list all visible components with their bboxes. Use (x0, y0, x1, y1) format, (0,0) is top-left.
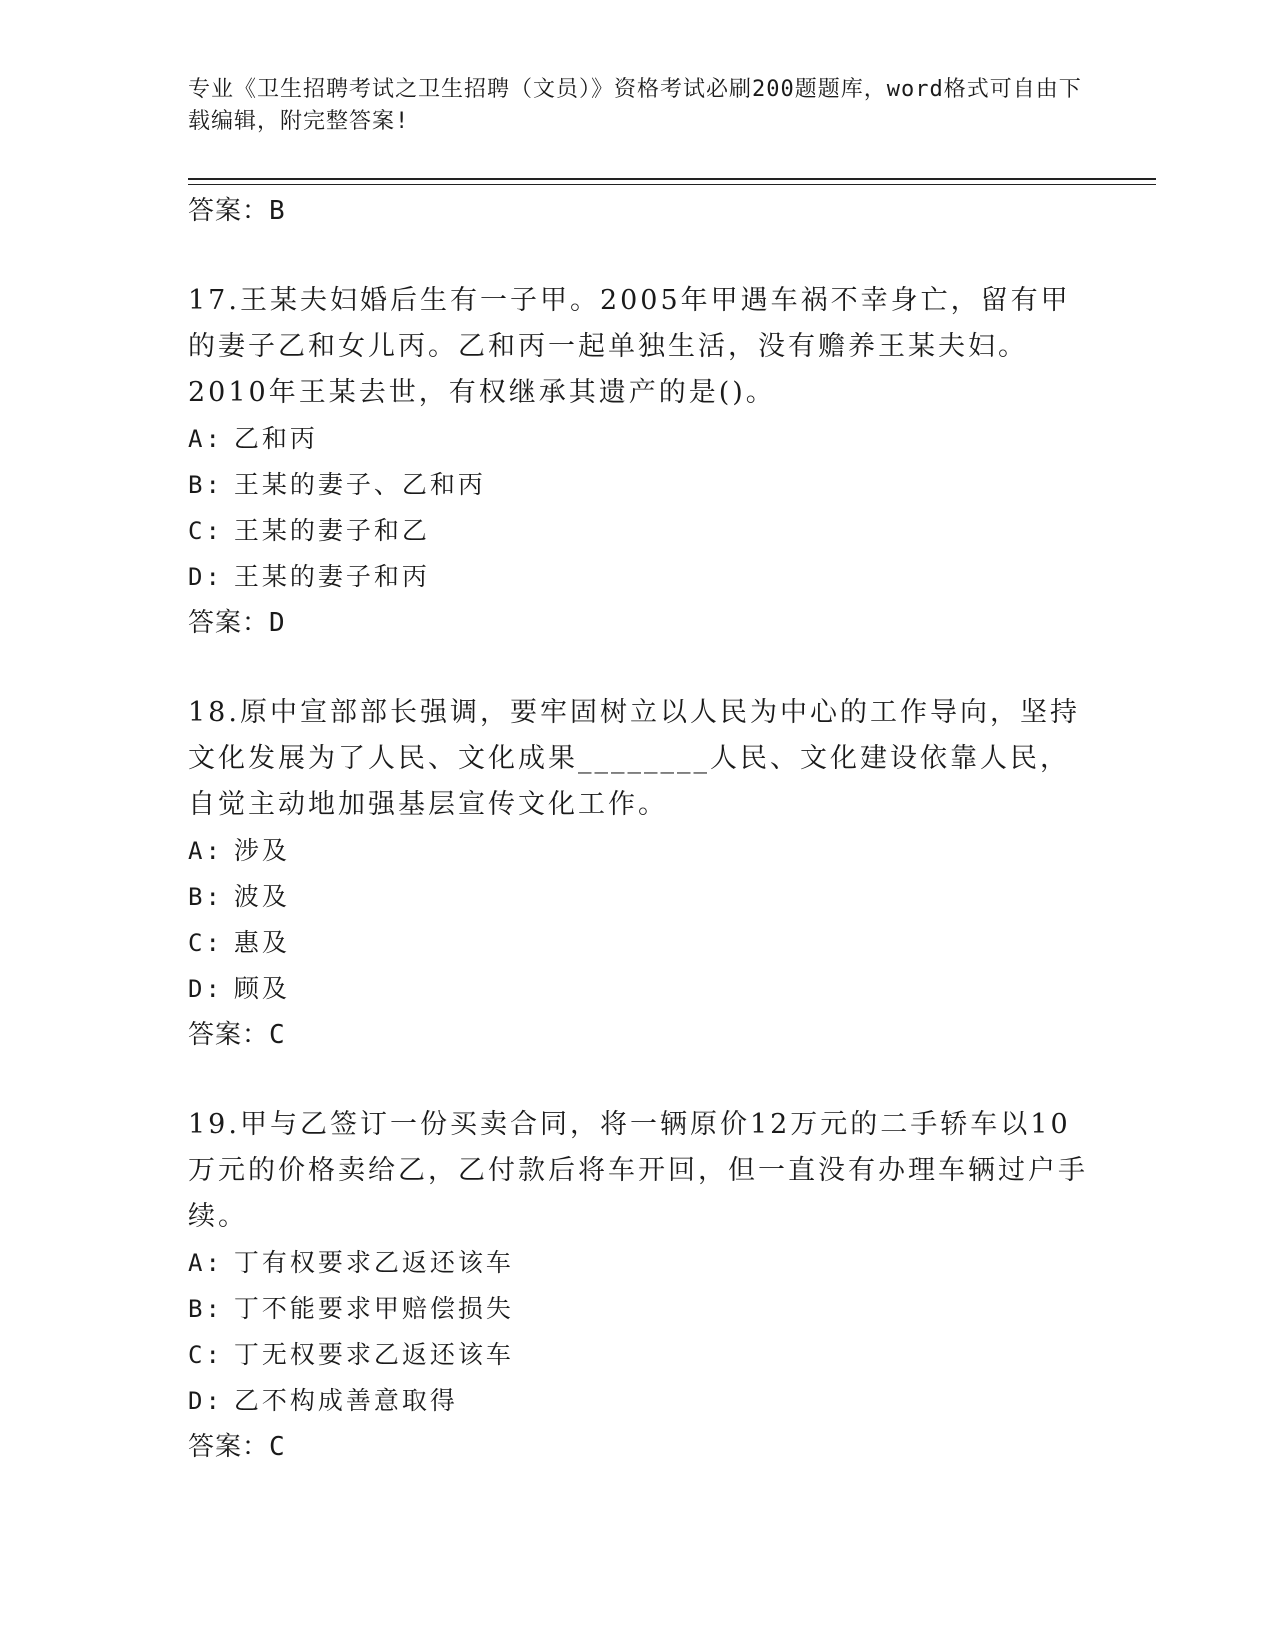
option-text: 乙不构成善意取得 (233, 1386, 458, 1415)
answer-label: 答案： (188, 1020, 270, 1050)
option-letter: B: (188, 1295, 223, 1323)
option-letter: D: (188, 975, 223, 1003)
option-letter: C: (188, 929, 223, 957)
option-text: 惠及 (233, 928, 290, 957)
option-text: 王某的妻子和丙 (233, 562, 430, 591)
question-19 (188, 1102, 1088, 1470)
question-text: 18.原中宣部部长强调，要牢固树立以人民为中心的工作导向，坚持文化发展为了人民、文化成果________人民、文化建设依靠人民，自觉主动地加强基层宣传文化工作。 (188, 697, 1080, 820)
option-a (188, 416, 1088, 462)
option-text: 王某的妻子和乙 (233, 516, 430, 545)
option-letter: B: (188, 471, 223, 499)
question-18 (188, 690, 1088, 1058)
option-text: 丁无权要求乙返还该车 (233, 1340, 514, 1369)
answer-value: D (269, 608, 286, 638)
option-d (188, 554, 1088, 600)
option-letter: B: (188, 883, 223, 911)
page-header: 专业《卫生招聘考试之卫生招聘（文员）》资格考试必刷200题题库，word格式可自由下载编辑，附完整答案! (188, 77, 1082, 134)
answer-value: C (269, 1020, 286, 1050)
answer-label: 答案： (188, 608, 270, 638)
answer-line (188, 600, 1088, 646)
answer-line (188, 188, 1088, 234)
question-text: 17.王某夫妇婚后生有一子甲。2005年甲遇车祸不幸身亡，留有甲的妻子乙和女儿丙。乙和丙一起单独生活，没有赡养王某夫妇。2010年王某去世，有权继承其遗产的是()。 (188, 285, 1071, 408)
answer-line (188, 1424, 1088, 1470)
option-text: 丁有权要求乙返还该车 (233, 1248, 514, 1277)
option-letter: D: (188, 1387, 223, 1415)
answer-value: B (269, 196, 286, 226)
option-letter: D: (188, 563, 223, 591)
option-b (188, 462, 1088, 508)
option-a (188, 1240, 1088, 1286)
option-c (188, 1332, 1088, 1378)
answer-label: 答案： (188, 196, 270, 226)
option-text: 丁不能要求甲赔偿损失 (233, 1294, 514, 1323)
option-text: 乙和丙 (233, 424, 318, 453)
option-letter: A: (188, 425, 223, 453)
option-d (188, 966, 1088, 1012)
option-text: 王某的妻子、乙和丙 (233, 470, 486, 499)
document-body (188, 188, 1088, 1470)
answer-label: 答案： (188, 1432, 270, 1462)
option-b (188, 874, 1088, 920)
header-divider (188, 178, 1156, 180)
option-text: 波及 (233, 882, 290, 911)
option-a (188, 828, 1088, 874)
option-letter: A: (188, 1249, 223, 1277)
option-text: 涉及 (233, 836, 290, 865)
option-d (188, 1378, 1088, 1424)
question-text: 19.甲与乙签订一份买卖合同，将一辆原价12万元的二手轿车以10万元的价格卖给乙，乙付款后将车开回，但一直没有办理车辆过户手续。 (188, 1109, 1088, 1232)
header-divider-thin (188, 184, 1156, 185)
option-b (188, 1286, 1088, 1332)
option-letter: C: (188, 1341, 223, 1369)
answer-line (188, 1012, 1088, 1058)
option-text: 顾及 (233, 974, 290, 1003)
option-letter: C: (188, 517, 223, 545)
option-c (188, 920, 1088, 966)
answer-value: C (269, 1432, 286, 1462)
option-letter: A: (188, 837, 223, 865)
question-17 (188, 278, 1088, 646)
option-c (188, 508, 1088, 554)
